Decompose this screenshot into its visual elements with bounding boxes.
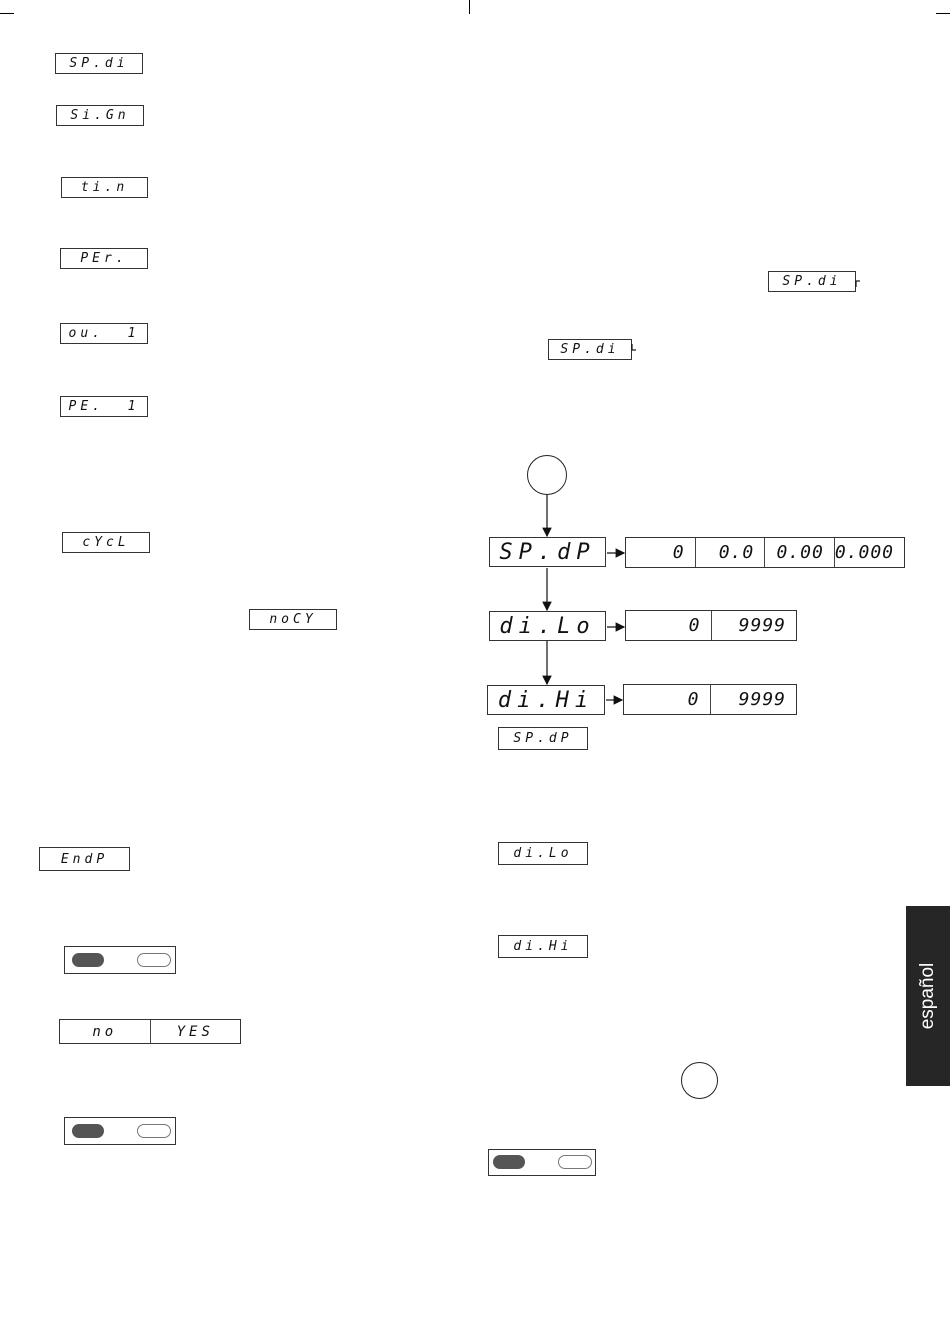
display-dilo: di.Lo xyxy=(498,842,588,865)
option-0-0: 0.0 xyxy=(695,538,765,567)
dilo-min: 0 xyxy=(688,615,701,636)
display-cycl: cYcL xyxy=(62,532,150,553)
display-spdi: SP.di xyxy=(55,53,143,74)
language-tab xyxy=(906,906,950,1086)
display-ou1: ou. 1 xyxy=(60,323,148,344)
choice-no: no xyxy=(92,1023,118,1040)
display-sign: Si.Gn xyxy=(56,105,144,126)
display-tinn: ti.n xyxy=(61,177,148,198)
option-0-00: 0.00 xyxy=(764,538,834,567)
option-0: 0 xyxy=(672,542,685,563)
dihi-min: 0 xyxy=(687,689,700,710)
callout-spdi-2: SP.di xyxy=(548,339,632,360)
display-dihi-large: di.Hi xyxy=(487,685,605,715)
option-0-000: 0.000 xyxy=(834,538,904,567)
callout-spdi-1: SP.di xyxy=(768,271,856,292)
dihi-max: 9999 xyxy=(710,685,797,714)
dilo-max: 9999 xyxy=(711,611,797,640)
display-pe1: PE. 1 xyxy=(60,396,148,417)
display-spdp: SP.dP xyxy=(498,727,588,750)
display-endp: EndP xyxy=(39,847,130,871)
display-per: PEr. xyxy=(60,248,148,269)
display-dihi: di.Hi xyxy=(498,935,588,958)
choice-yes: YES xyxy=(150,1020,241,1043)
display-dilo-large: di.Lo xyxy=(489,611,606,641)
language-tab-label: español xyxy=(917,962,938,1030)
display-spdp-large: SP.dP xyxy=(489,537,606,567)
display-nocy: noCY xyxy=(249,609,337,630)
